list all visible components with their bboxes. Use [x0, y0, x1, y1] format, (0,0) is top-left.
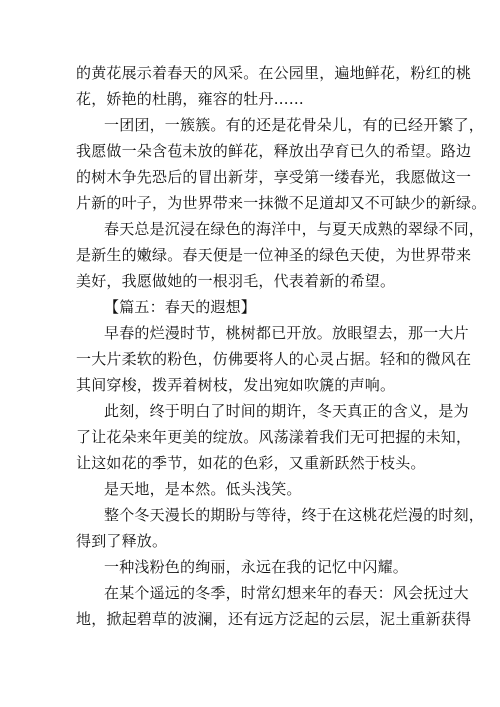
text-line: 其间穿梭，拨弄着树枝，发出宛如吹篪的声响。 [76, 376, 396, 394]
paragraph [76, 60, 472, 112]
paragraph [76, 476, 432, 502]
paragraph [76, 320, 472, 398]
text-line: 是新生的嫩绿。春天便是一位神圣的绿色天使，为世界带来 [76, 246, 472, 264]
text-line: 的树木争先恐后的冒出新芽，享受第一缕春光，我愿做这一 [76, 168, 472, 186]
text-line: 得到了释放。 [76, 532, 168, 550]
text-line: 早春的烂漫时节，桃树都已开放。放眼望去，那一大片 [104, 324, 469, 342]
paragraph [76, 398, 472, 476]
text-line: 一种浅粉色的绚丽，永远在我的记忆中闪耀。 [104, 558, 409, 576]
text-line: 的黄花展示着春天的风采。在公园里，遍地鲜花，粉红的桃 [76, 64, 472, 82]
text-line: 美好，我愿做她的一根羽毛，代表着新的希望。 [76, 272, 396, 290]
paragraph [76, 554, 432, 580]
document-page [76, 60, 487, 632]
paragraph [76, 580, 472, 632]
paragraph [76, 216, 485, 294]
text-line: 春天总是沉浸在绿色的海洋中，与夏天成熟的翠绿不同， [104, 220, 485, 238]
text-line: 此刻，终于明白了时间的期许，冬天真正的含义，是为 [104, 402, 469, 420]
text-line: 一团团，一簇簇。有的还是花骨朵儿，有的已经开繁了， [104, 116, 485, 134]
text-line: 让这如花的季节，如花的色彩，又重新跃然于枝头。 [76, 454, 426, 472]
text-line: 一大片柔软的粉色，仿佛要将人的心灵占据。轻和的微风在 [76, 350, 472, 368]
text-line: 是天地，是本然。低头浅笑。 [104, 480, 302, 498]
text-line: 整个冬天漫长的期盼与等待，终于在这桃花烂漫的时刻， [104, 506, 485, 524]
section-heading [76, 294, 432, 320]
heading-text: 【篇五：春天的遐想】 [104, 298, 257, 316]
paragraph [76, 112, 487, 216]
text-line: 花，娇艳的杜鹃，雍容的牡丹…… [76, 90, 305, 108]
text-line: 了让花朵来年更美的绽放。风荡漾着我们无可把握的未知， [76, 428, 472, 446]
text-line: 地，掀起碧草的波澜，还有远方泛起的云层，泥土重新获得 [76, 610, 472, 628]
text-line: 片新的叶子，为世界带来一抹微不足道却又不可缺少的新绿。 [76, 194, 487, 212]
text-line: 我愿做一朵含苞未放的鲜花，释放出孕育已久的希望。路边 [76, 142, 472, 160]
text-line: 在某个遥远的冬季，时常幻想来年的春天：风会抚过大 [104, 584, 469, 602]
paragraph [76, 502, 485, 554]
